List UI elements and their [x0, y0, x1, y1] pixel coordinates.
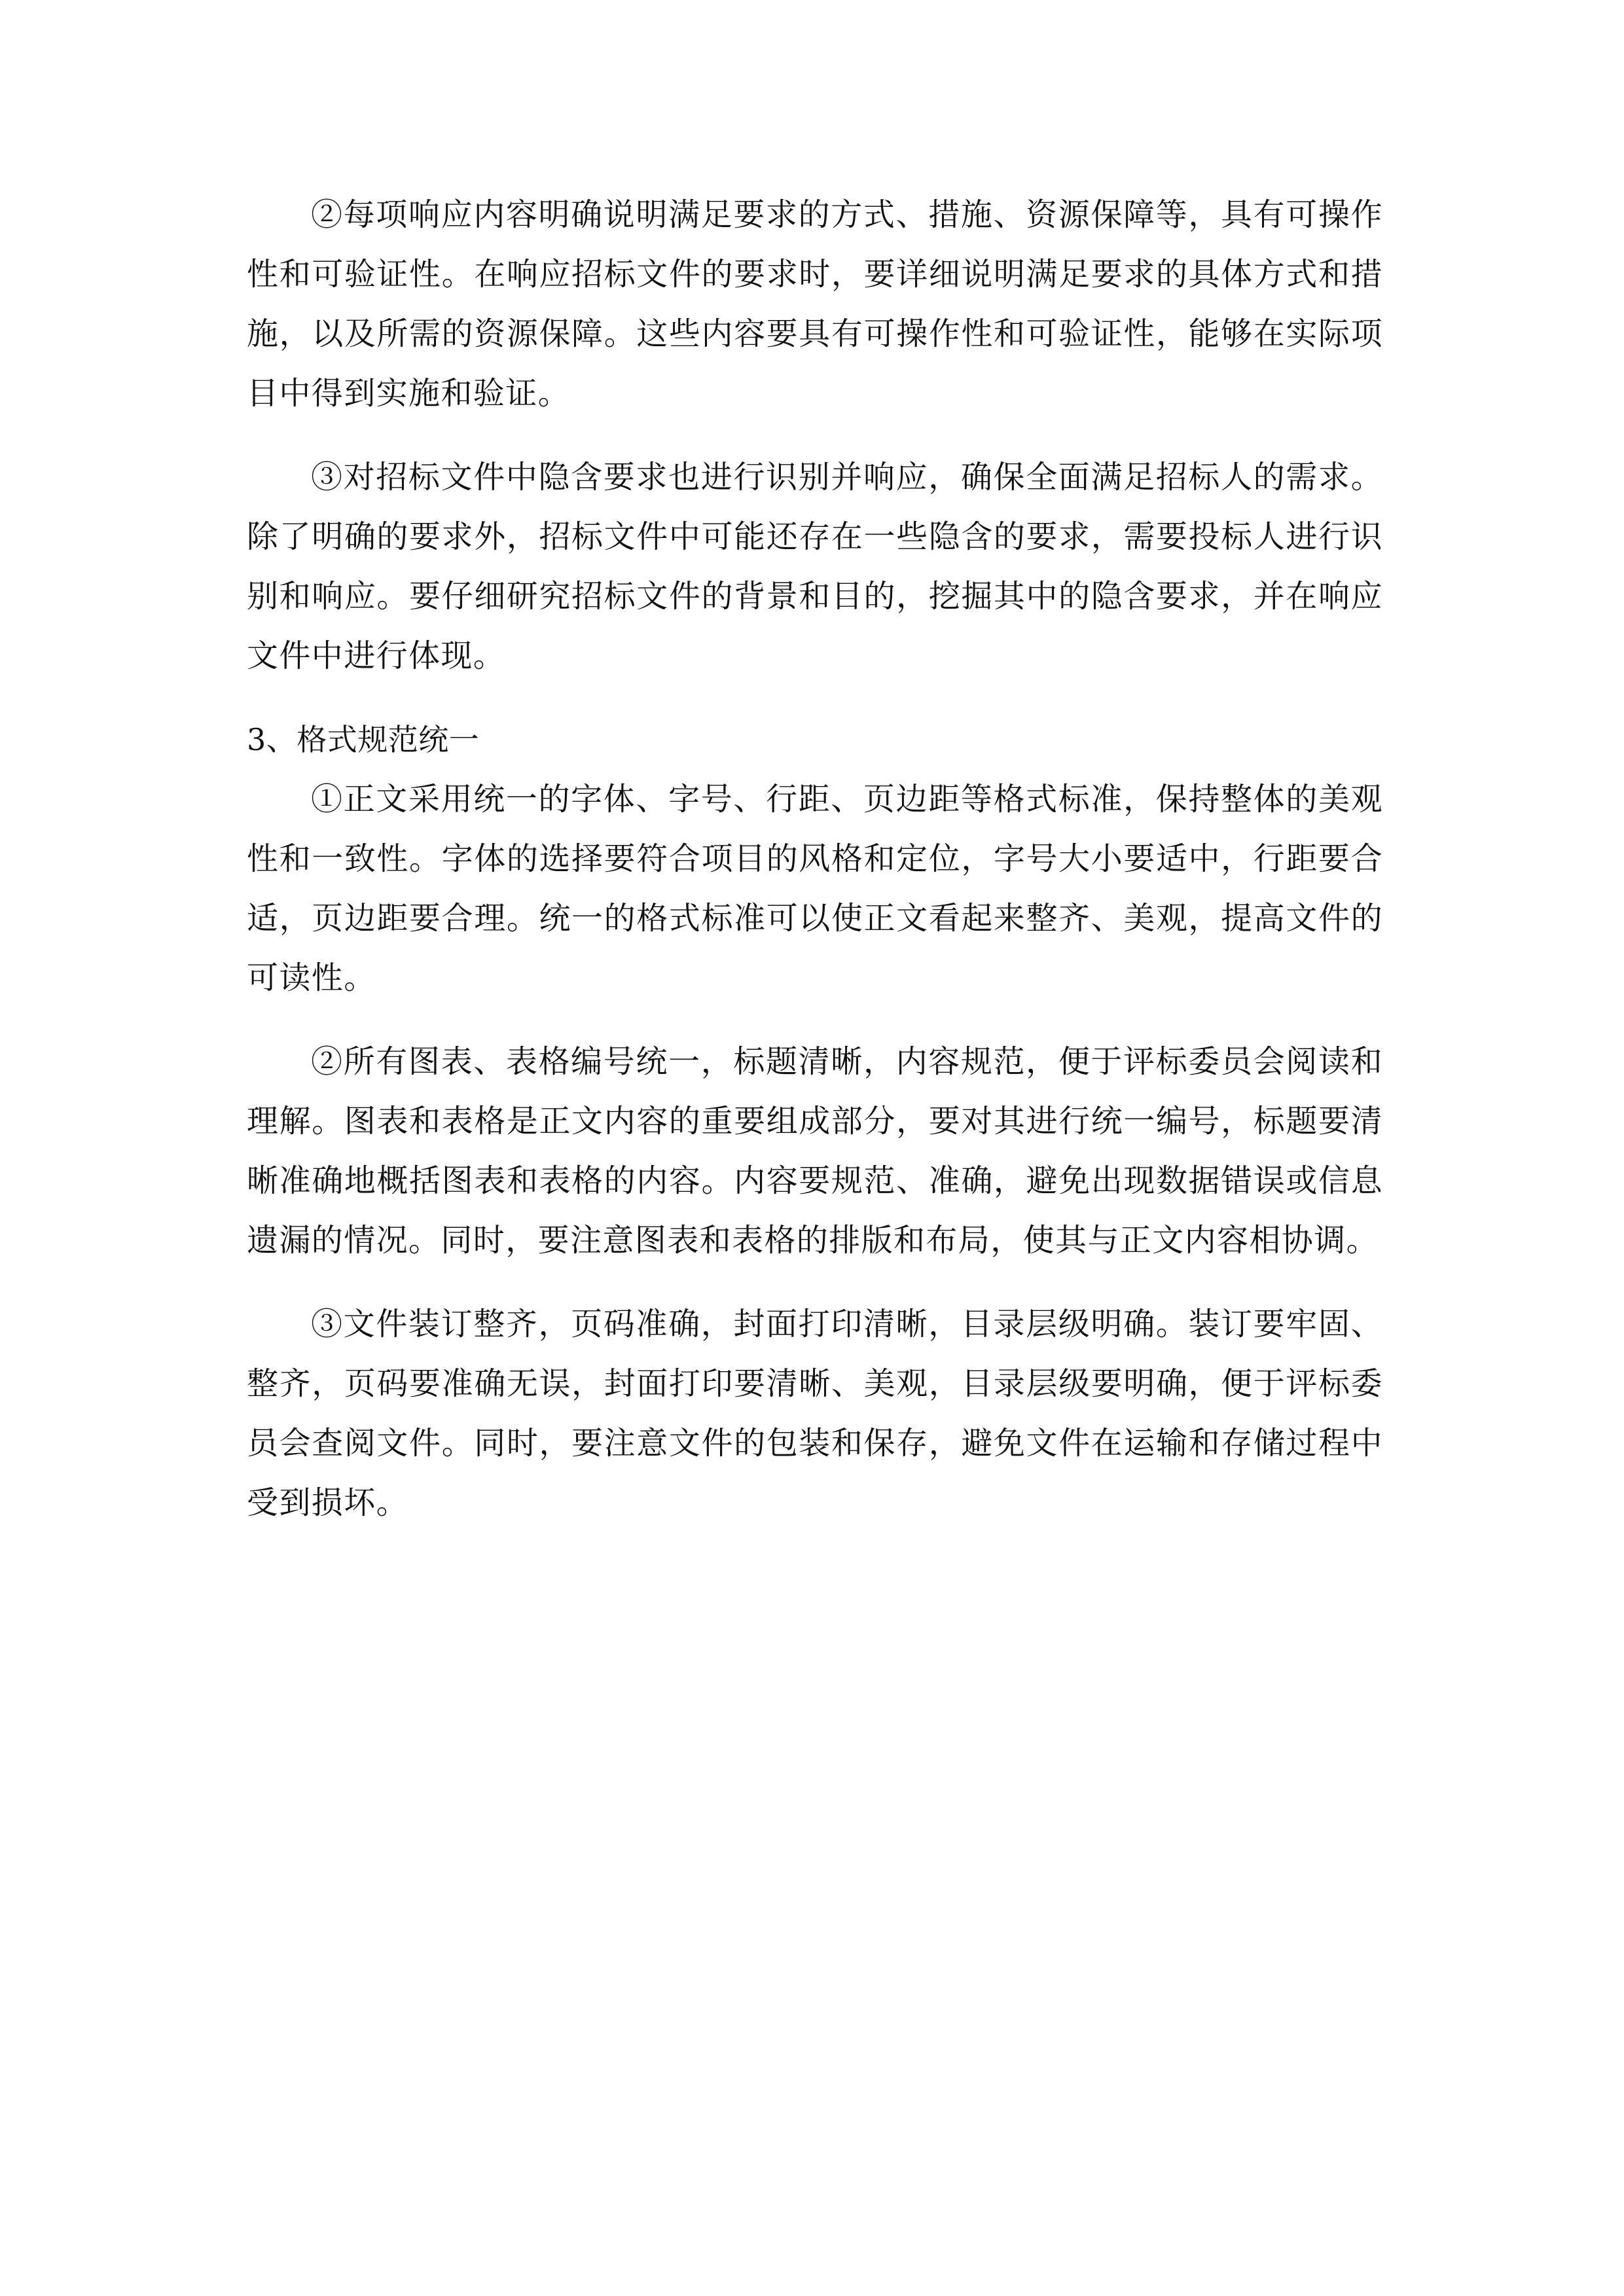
paragraph-uniform-format: ①正文采用统一的字体、字号、行距、页边距等格式标准，保持整体的美观性和一致性。字体的选择要符合项目的风格和定位，字号大小要适中，行距要合适，页边距要合理。统一的格式标准可以使正文看起来整齐、美观，提高文件的可读性。	[247, 781, 1383, 996]
paragraph-verifiable-response: ②每项响应内容明确说明满足要求的方式、措施、资源保障等，具有可操作性和可验证性。在响应招标文件的要求时，要详细说明满足要求的具体方式和措施，以及所需的资源保障。这些内容要具有可操作性和可验证性，能够在实际项目中得到实施和验证。	[247, 196, 1383, 412]
paragraph-binding-printing: ③文件装订整齐，页码准确，封面打印清晰，目录层级明确。装订要牢固、整齐，页码要准确无误，封面打印要清晰、美观，目录层级要明确，便于评标委员会查阅文件。同时，要注意文件的包装和保存，避免文件在运输和存储过程中受到损坏。	[247, 1306, 1383, 1521]
document-body	[247, 185, 1383, 1557]
paragraph-implicit-requirements: ③对招标文件中隐含要求也进行识别并响应，确保全面满足招标人的需求。除了明确的要求外，招标文件中可能还存在一些隐含的要求，需要投标人进行识别和响应。要仔细研究招标文件的背景和目的，挖掘其中的隐含要求，并在响应文件中进行体现。	[247, 459, 1383, 674]
paragraph-figures-tables: ②所有图表、表格编号统一，标题清晰，内容规范，便于评标委员会阅读和理解。图表和表格是正文内容的重要组成部分，要对其进行统一编号，标题要清晰准确地概括图表和表格的内容。内容要规范、准确，避免出现数据错误或信息遗漏的情况。同时，要注意图表和表格的排版和布局，使其与正文内容相协调。	[247, 1043, 1383, 1259]
section-heading-format: 3、格式规范统一	[247, 722, 480, 757]
